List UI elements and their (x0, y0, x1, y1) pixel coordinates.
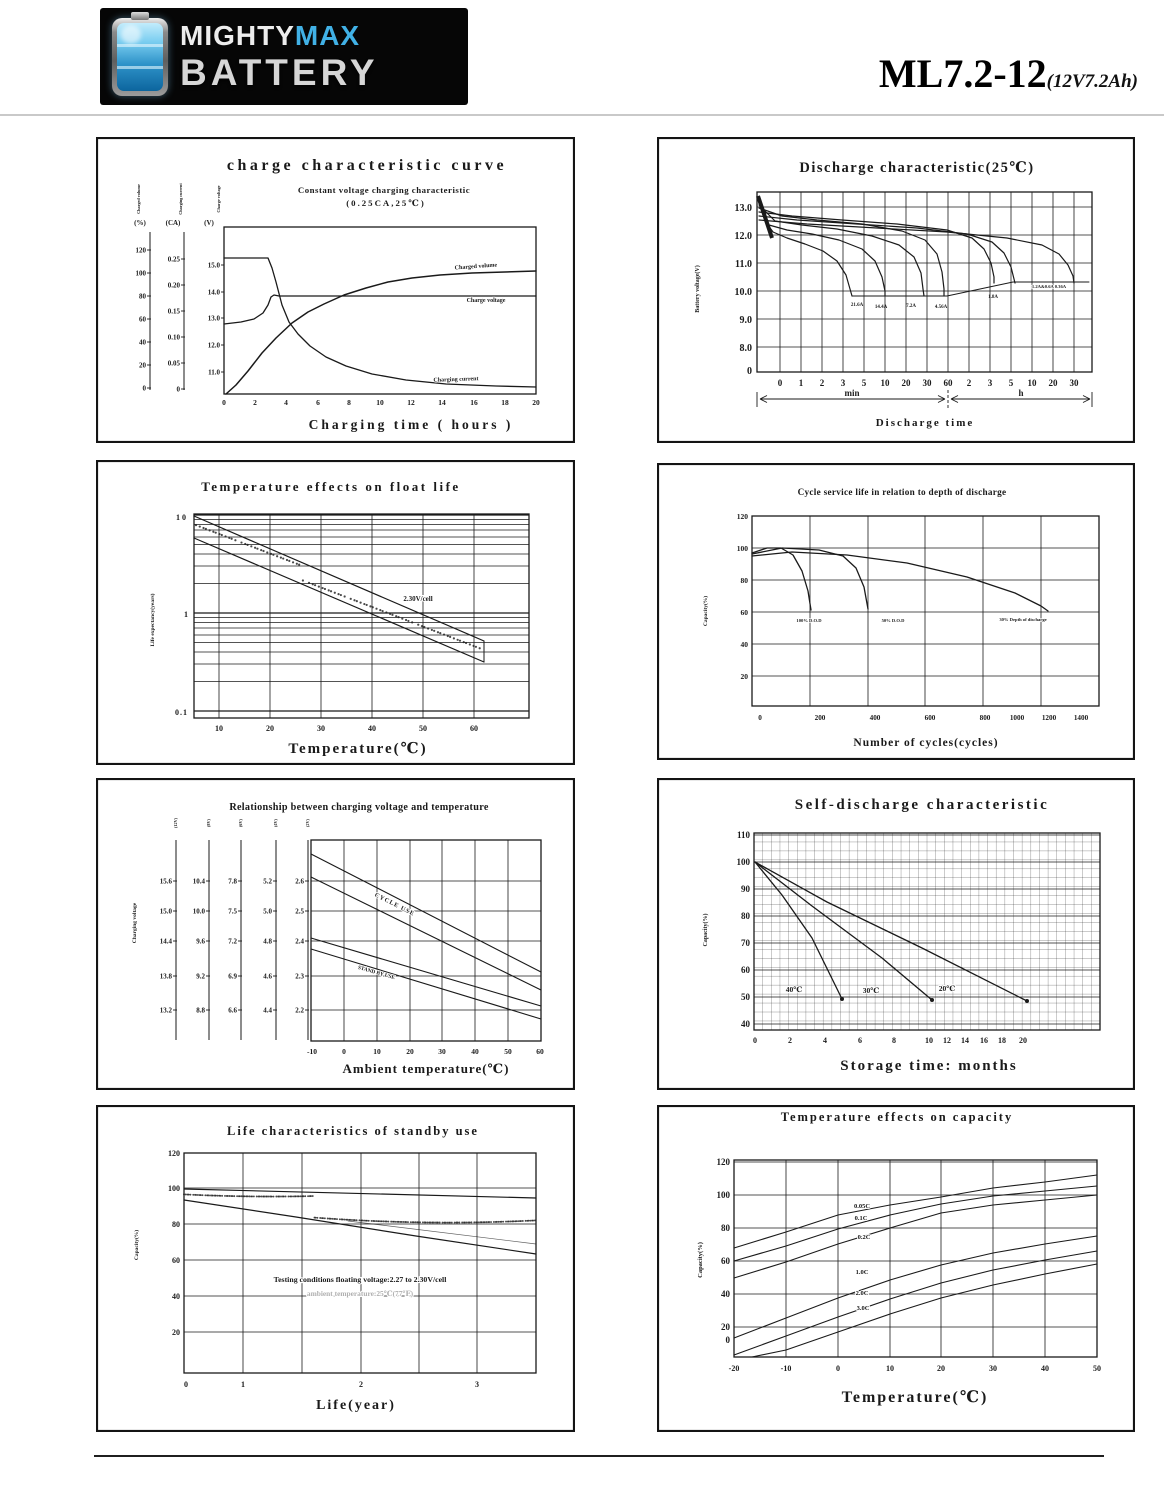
svg-text:10: 10 (373, 1047, 381, 1056)
svg-text:1: 1 (184, 610, 188, 619)
svg-text:(V): (V) (204, 219, 214, 227)
svg-text:Charged volume: Charged volume (454, 262, 498, 272)
svg-text:14: 14 (961, 1036, 969, 1045)
svg-text:16: 16 (980, 1036, 988, 1045)
svg-text:80: 80 (721, 1223, 730, 1233)
svg-text:14.4A: 14.4A (874, 305, 888, 310)
svg-text:30: 30 (317, 724, 325, 733)
svg-text:Discharge time: Discharge time (875, 417, 975, 429)
svg-text:120: 120 (736, 512, 748, 521)
svg-text:50% D.O.D: 50% D.O.D (881, 618, 905, 623)
svg-text:4: 4 (823, 1036, 827, 1045)
svg-text:10.0: 10.0 (734, 287, 752, 298)
svg-text:Capacity(%): Capacity(%) (703, 913, 709, 947)
footer-divider (94, 1455, 1104, 1457)
svg-text:7.2: 7.2 (228, 937, 237, 946)
svg-text:CYCLE USE: CYCLE USE (373, 891, 416, 918)
svg-text:0.2C: 0.2C (857, 1234, 871, 1241)
svg-text:0: 0 (176, 385, 180, 394)
svg-text:0.20: 0.20 (167, 281, 180, 290)
svg-text:0.25: 0.25 (167, 255, 180, 264)
svg-text:600: 600 (924, 714, 936, 722)
svg-text:Charging current: Charging current (178, 183, 183, 215)
svg-text:13.2: 13.2 (159, 1006, 172, 1015)
svg-text:20: 20 (172, 1328, 180, 1337)
svg-text:Capacity(%): Capacity(%) (697, 1242, 704, 1278)
svg-text:20℃: 20℃ (938, 984, 956, 993)
svg-text:Discharge characteristic(25℃): Discharge characteristic(25℃) (799, 160, 1035, 176)
svg-text:10: 10 (215, 724, 223, 733)
svg-text:13.8: 13.8 (159, 972, 172, 981)
svg-text:0: 0 (184, 1380, 188, 1389)
svg-text:12: 12 (943, 1036, 951, 1045)
svg-text:3: 3 (987, 378, 993, 388)
svg-text:9.0: 9.0 (739, 315, 752, 326)
brand-word-mighty: MIGHTY (180, 20, 295, 51)
charging-voltage-vs-temperature-chart (96, 778, 575, 1090)
svg-text:80: 80 (172, 1220, 180, 1229)
chart-panel-charging-voltage-vs-temperature (96, 778, 575, 1090)
svg-text:Battery voltage(V): Battery voltage(V) (695, 265, 701, 313)
svg-text:120: 120 (135, 246, 146, 255)
svg-text:60: 60 (740, 608, 748, 617)
svg-text:0: 0 (725, 1335, 730, 1345)
svg-text:12: 12 (407, 398, 415, 407)
svg-text:0.05: 0.05 (167, 359, 180, 368)
svg-text:Temperature(℃): Temperature(℃) (288, 741, 428, 757)
svg-text:-20: -20 (728, 1364, 740, 1373)
svg-text:1.0C: 1.0C (855, 1269, 869, 1276)
svg-text:STAND BY USE: STAND BY USE (357, 964, 396, 982)
brand-name (180, 22, 379, 91)
svg-text:100: 100 (736, 857, 750, 867)
svg-text:14: 14 (438, 398, 446, 407)
svg-text:9.6: 9.6 (196, 937, 205, 946)
svg-text:0.10: 0.10 (167, 333, 180, 342)
svg-text:0.05C: 0.05C (853, 1203, 871, 1210)
brand-logo (100, 8, 468, 105)
svg-text:Charge voltage: Charge voltage (216, 185, 221, 213)
svg-text:0: 0 (342, 1047, 346, 1056)
svg-text:3: 3 (475, 1380, 479, 1389)
self-discharge-characteristic-chart (657, 778, 1135, 1090)
svg-text:8: 8 (347, 398, 351, 407)
svg-text:15.0: 15.0 (207, 261, 220, 270)
svg-text:200: 200 (814, 714, 826, 722)
svg-text:Constant voltage charging char: Constant voltage charging characteristic (297, 185, 471, 195)
svg-text:(0.25CA,25℃): (0.25CA,25℃) (346, 198, 426, 208)
brand-word-max: MAX (294, 20, 361, 51)
svg-text:20: 20 (901, 378, 911, 388)
svg-text:Number of cycles(cycles): Number of cycles(cycles) (853, 737, 999, 749)
svg-text:4.4: 4.4 (263, 1006, 272, 1015)
svg-text:13.0: 13.0 (207, 314, 220, 323)
svg-text:2: 2 (359, 1380, 363, 1389)
chart-panel-temperature-effects-float-life (96, 460, 575, 765)
svg-text:2.5: 2.5 (295, 907, 304, 916)
svg-text:400: 400 (869, 714, 881, 722)
svg-text:20: 20 (406, 1047, 414, 1056)
svg-text:Life(year): Life(year) (316, 1398, 396, 1413)
svg-text:1400: 1400 (1073, 714, 1089, 722)
svg-text:60: 60 (943, 378, 953, 388)
svg-text:60: 60 (470, 724, 478, 733)
svg-text:Life characteristics of standb: Life characteristics of standby use (227, 1124, 479, 1138)
svg-text:8.0: 8.0 (739, 343, 752, 354)
temperature-effects-float-life-chart (96, 460, 575, 765)
svg-text:Capacity(%): Capacity(%) (134, 1229, 140, 1261)
svg-text:Temperature effects on capacit: Temperature effects on capacity (780, 1110, 1014, 1124)
temperature-effects-capacity-chart (657, 1105, 1135, 1432)
svg-text:100: 100 (135, 269, 146, 278)
svg-text:Temperature(℃): Temperature(℃) (841, 1389, 989, 1406)
svg-text:Ambient temperature(℃): Ambient temperature(℃) (342, 1061, 510, 1076)
svg-text:(6V): (6V) (238, 819, 243, 827)
svg-text:20: 20 (266, 724, 274, 733)
svg-text:5.2: 5.2 (263, 877, 272, 886)
svg-text:14.4: 14.4 (159, 937, 172, 946)
svg-text:20: 20 (740, 672, 748, 681)
svg-text:(CA): (CA) (165, 219, 181, 227)
chart-panel-discharge-characteristic (657, 137, 1135, 443)
svg-text:50: 50 (419, 724, 427, 733)
svg-text:0: 0 (222, 398, 226, 407)
svg-text:8.8: 8.8 (196, 1006, 205, 1015)
svg-text:9.2: 9.2 (196, 972, 205, 981)
svg-text:(8V): (8V) (206, 819, 211, 827)
svg-text:Charging voltage: Charging voltage (132, 902, 138, 944)
svg-text:0: 0 (836, 1364, 840, 1373)
svg-text:6: 6 (858, 1036, 862, 1045)
svg-text:40: 40 (740, 640, 748, 649)
svg-text:(12V): (12V) (173, 817, 178, 829)
battery-icon (112, 18, 168, 96)
svg-text:50: 50 (1093, 1364, 1101, 1373)
svg-text:Capacity(%): Capacity(%) (703, 595, 709, 627)
svg-text:(2V): (2V) (305, 819, 310, 827)
svg-text:2.2: 2.2 (295, 1006, 304, 1015)
chart-panel-life-characteristics-standby (96, 1105, 575, 1432)
svg-text:2.4: 2.4 (295, 937, 304, 946)
svg-text:charge characteristic curve: charge characteristic curve (226, 157, 508, 174)
svg-text:10.0: 10.0 (192, 907, 205, 916)
svg-text:6.9: 6.9 (228, 972, 237, 981)
svg-text:Life expectancy(years): Life expectancy(years) (150, 593, 156, 647)
svg-text:14.0: 14.0 (207, 288, 220, 297)
cycle-service-life-chart (657, 463, 1135, 760)
chart-panel-charge-characteristic (96, 137, 575, 443)
svg-text:2: 2 (966, 378, 972, 388)
svg-text:1200: 1200 (1041, 714, 1057, 722)
svg-text:-10: -10 (307, 1047, 317, 1056)
svg-text:30℃: 30℃ (862, 986, 880, 995)
svg-text:5: 5 (1008, 378, 1014, 388)
svg-text:Charge voltage: Charge voltage (466, 298, 506, 304)
svg-text:50: 50 (741, 992, 750, 1002)
svg-text:5: 5 (861, 378, 867, 388)
svg-text:7.8: 7.8 (228, 877, 237, 886)
svg-text:1: 1 (241, 1380, 245, 1389)
svg-text:80: 80 (139, 292, 146, 301)
svg-text:20: 20 (139, 361, 146, 370)
svg-text:2.3: 2.3 (295, 972, 304, 981)
svg-text:0: 0 (142, 384, 146, 393)
svg-text:h: h (1018, 388, 1024, 398)
svg-text:30: 30 (922, 378, 932, 388)
svg-text:7.5: 7.5 (228, 907, 237, 916)
svg-text:40: 40 (368, 724, 376, 733)
model-number (840, 50, 1138, 97)
svg-text:70: 70 (741, 938, 750, 948)
header-divider (0, 114, 1164, 116)
svg-text:Relationship between charging: Relationship between charging voltage and temperature (229, 802, 489, 813)
svg-text:0.15: 0.15 (167, 307, 180, 316)
chart-panel-temperature-effects-capacity (657, 1105, 1135, 1432)
svg-text:13.0: 13.0 (734, 203, 752, 214)
svg-text:60: 60 (536, 1047, 544, 1056)
chart-panel-cycle-service-life (657, 463, 1135, 760)
svg-text:Charging time ( hours ): Charging time ( hours ) (308, 417, 514, 432)
charge-characteristic-chart (96, 137, 575, 443)
svg-text:Storage time: months: Storage time: months (840, 1058, 1018, 1074)
svg-text:11.0: 11.0 (208, 368, 220, 377)
svg-text:30: 30 (989, 1364, 997, 1373)
svg-text:30% Depth of discharge: 30% Depth of discharge (999, 617, 1047, 622)
svg-text:60: 60 (741, 965, 750, 975)
svg-text:0: 0 (777, 378, 783, 388)
svg-text:8: 8 (892, 1036, 896, 1045)
svg-text:50: 50 (504, 1047, 512, 1056)
model-rating: (12V7.2Ah) (1046, 71, 1138, 92)
svg-text:0: 0 (747, 366, 752, 377)
svg-text:100: 100 (716, 1190, 730, 1200)
svg-text:10: 10 (925, 1036, 933, 1045)
svg-text:20: 20 (532, 398, 540, 407)
svg-text:min: min (844, 388, 860, 398)
svg-text:20: 20 (937, 1364, 945, 1373)
svg-text:6: 6 (316, 398, 320, 407)
svg-text:2: 2 (819, 378, 825, 388)
svg-text:5.0: 5.0 (263, 907, 272, 916)
svg-text:100% D.O.D: 100% D.O.D (796, 618, 822, 623)
svg-text:90: 90 (741, 884, 750, 894)
svg-text:Temperature effects on float l: Temperature effects on float life (201, 479, 461, 494)
svg-text:2: 2 (253, 398, 257, 407)
svg-text:6.6: 6.6 (228, 1006, 237, 1015)
life-characteristics-standby-chart (96, 1105, 575, 1432)
svg-text:10: 10 (376, 398, 384, 407)
svg-text:110: 110 (736, 830, 750, 840)
svg-text:11.0: 11.0 (735, 259, 752, 270)
model-name: ML7.2-12 (878, 51, 1047, 96)
svg-text:3: 3 (840, 378, 846, 388)
svg-text:0: 0 (758, 714, 762, 722)
svg-text:80: 80 (741, 911, 750, 921)
svg-text:10: 10 (176, 513, 188, 522)
svg-text:100: 100 (736, 544, 748, 553)
svg-text:40: 40 (471, 1047, 479, 1056)
svg-text:2.30V/cell: 2.30V/cell (403, 595, 433, 603)
svg-text:1: 1 (798, 378, 804, 388)
svg-text:2.6: 2.6 (295, 877, 304, 886)
svg-text:800: 800 (979, 714, 991, 722)
svg-text:12.0: 12.0 (207, 341, 220, 350)
svg-text:16: 16 (470, 398, 478, 407)
svg-text:Charging current: Charging current (433, 376, 479, 384)
svg-text:Testing conditions floating vo: Testing conditions floating voltage:2.27 to 2.30V/cell (273, 1275, 447, 1284)
svg-text:4.6: 4.6 (263, 972, 272, 981)
chart-panel-self-discharge-characteristic (657, 778, 1135, 1090)
svg-text:20: 20 (1048, 378, 1058, 388)
svg-text:40℃: 40℃ (785, 985, 803, 994)
svg-text:1000: 1000 (1009, 714, 1025, 722)
svg-text:120: 120 (168, 1149, 180, 1158)
svg-text:ambient temperature:25℃(77℉): ambient temperature:25℃(77℉) (306, 1289, 414, 1298)
svg-text:12.0: 12.0 (734, 231, 752, 242)
svg-text:4.56A: 4.56A (934, 305, 948, 310)
svg-text:120: 120 (716, 1157, 730, 1167)
svg-text:0: 0 (753, 1036, 757, 1045)
svg-text:4.8: 4.8 (263, 937, 272, 946)
svg-text:4: 4 (284, 398, 288, 407)
svg-text:10.4: 10.4 (192, 877, 205, 886)
svg-text:18: 18 (501, 398, 509, 407)
svg-text:100: 100 (168, 1184, 180, 1193)
brand-word-battery: BATTERY (180, 52, 379, 93)
svg-text:40: 40 (172, 1292, 180, 1301)
svg-text:7.2A: 7.2A (906, 304, 916, 309)
svg-text:Cycle service life in relation: Cycle service life in relation to depth of discharge (797, 487, 1007, 497)
svg-text:80: 80 (740, 576, 748, 585)
svg-text:60: 60 (721, 1256, 730, 1266)
svg-text:1.8A: 1.8A (988, 295, 998, 300)
svg-text:1.2A&0.6A 0.36A: 1.2A&0.6A 0.36A (1031, 284, 1067, 289)
svg-text:40: 40 (721, 1289, 730, 1299)
svg-text:21.6A: 21.6A (850, 303, 864, 308)
svg-text:10: 10 (880, 378, 890, 388)
svg-text:(4V): (4V) (273, 819, 278, 827)
svg-text:30: 30 (438, 1047, 446, 1056)
svg-text:60: 60 (172, 1256, 180, 1265)
svg-text:2: 2 (788, 1036, 792, 1045)
discharge-characteristic-chart (657, 137, 1135, 443)
svg-text:15.6: 15.6 (159, 877, 172, 886)
svg-text:Charged volume: Charged volume (136, 184, 141, 214)
svg-text:40: 40 (139, 338, 146, 347)
svg-text:0.1C: 0.1C (854, 1215, 868, 1222)
svg-text:-10: -10 (780, 1364, 792, 1373)
svg-text:Self-discharge characteristic: Self-discharge characteristic (794, 797, 1050, 813)
svg-text:(%): (%) (134, 219, 146, 227)
svg-text:2.0C: 2.0C (855, 1290, 869, 1297)
svg-text:3.0C: 3.0C (856, 1305, 870, 1312)
svg-text:20: 20 (721, 1322, 730, 1332)
svg-text:0.1: 0.1 (175, 708, 188, 717)
svg-text:40: 40 (741, 1019, 750, 1029)
svg-text:10: 10 (886, 1364, 894, 1373)
svg-text:30: 30 (1069, 378, 1079, 388)
svg-text:20: 20 (1019, 1036, 1027, 1045)
svg-text:18: 18 (998, 1036, 1006, 1045)
svg-text:15.0: 15.0 (159, 907, 172, 916)
svg-text:10: 10 (1027, 378, 1037, 388)
svg-text:60: 60 (139, 315, 146, 324)
svg-text:40: 40 (1041, 1364, 1049, 1373)
